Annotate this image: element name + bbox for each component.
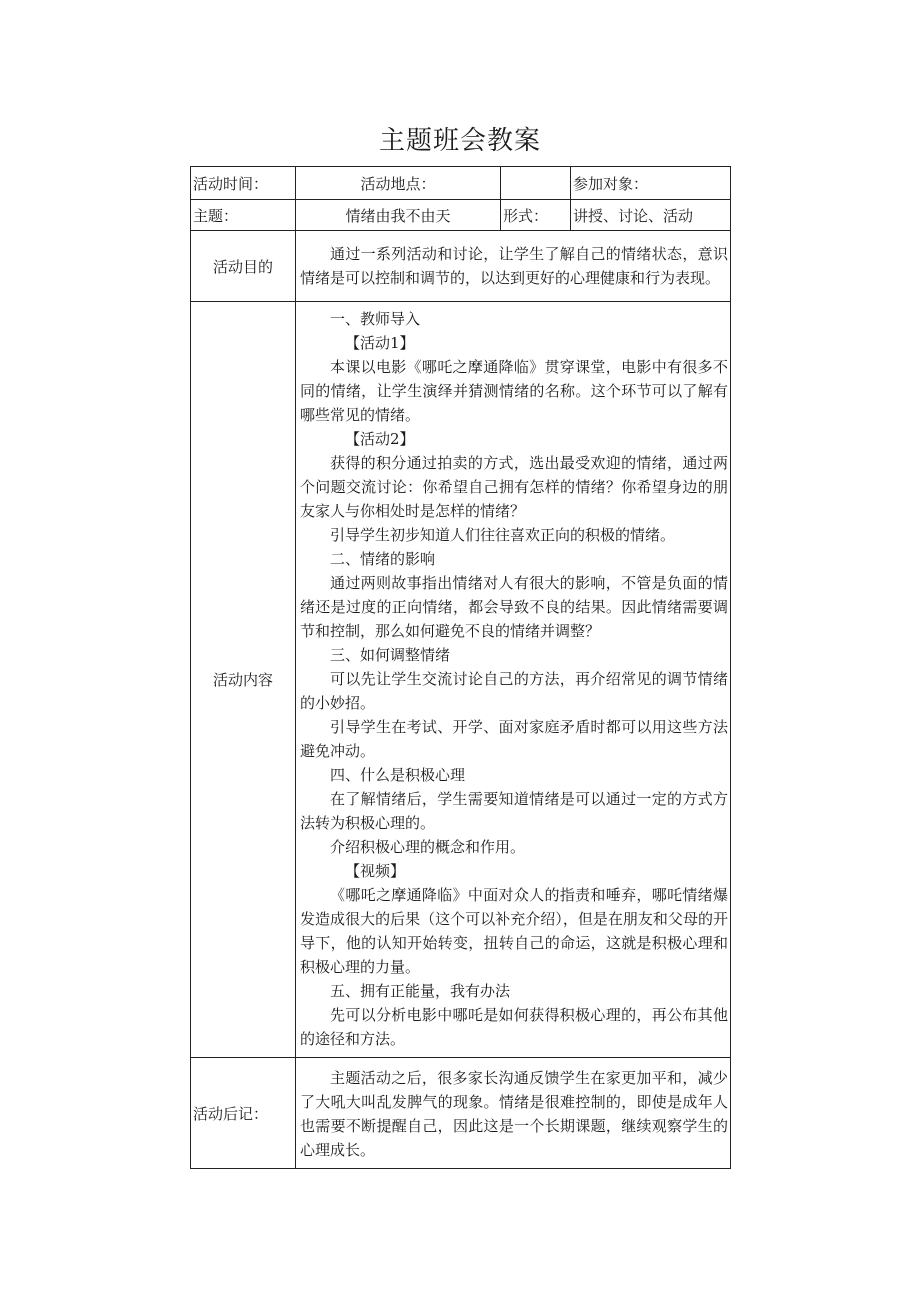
purpose-row (191, 231, 731, 302)
content-label: 活动内容 (212, 671, 273, 689)
content-paragraph: 【活动2】 (345, 430, 415, 448)
header-row (191, 167, 731, 200)
place-value-cell (501, 167, 571, 200)
content-paragraph: 【活动1】 (345, 334, 415, 352)
form-label: 形式： (503, 206, 549, 225)
topic-label: 主题： (193, 206, 239, 225)
target-label: 参加对象： (573, 174, 649, 193)
content-paragraph: 在了解情绪后，学生需要知道情绪是可以通过一定的方式方法转为积极心理的。 (300, 790, 728, 832)
form-label-cell (501, 200, 571, 231)
record-label: 活动后记： (193, 1104, 269, 1123)
target-label-cell (571, 167, 731, 200)
content-paragraph: 本课以电影《哪吒之摩通降临》贯穿课堂，电影中有很多不同的情绪，让学生演绎并猜测情绪的名称。这个环节可以了解有哪些常见的情绪。 (300, 358, 728, 424)
document-title: 主题班会教案 (378, 126, 541, 156)
content-row (191, 302, 731, 1058)
content-paragraph: 引导学生初步知道人们往往喜欢正向的积极的情绪。 (330, 526, 676, 544)
content-paragraph: 通过两则故事指出情绪对人有很大的影响，不管是负面的情绪还是过度的正向情绪，都会导致不良的结果。因此情绪需要调节和控制，那么如何避免不良的情绪并调整？ (300, 574, 728, 640)
content-paragraph: 引导学生在考试、开学、面对家庭矛盾时都可以用这些方法避免冲动。 (300, 718, 728, 760)
content-paragraph: 一、教师导入 (330, 310, 421, 328)
form-value: 讲授、讨论、活动 (573, 206, 694, 225)
time-label: 活动时间： (193, 174, 269, 193)
purpose-label: 活动目的 (212, 257, 273, 276)
content-paragraph: 介绍积极心理的概念和作用。 (330, 838, 526, 856)
content-paragraph: 先可以分析电影中哪吒是如何获得积极心理的，再公布其他的途径和方法。 (300, 1006, 728, 1048)
topic-value: 情绪由我不由天 (345, 206, 451, 225)
content-paragraph: 可以先让学生交流讨论自己的方法，再介绍常见的调节情绪的小妙招。 (300, 670, 728, 712)
record-label-cell (191, 1058, 296, 1169)
lesson-plan-table (190, 166, 731, 1169)
purpose-text-cell (296, 231, 731, 302)
content-label-cell (191, 302, 296, 1058)
record-text: 主题活动之后，很多家长沟通反馈学生在家更加平和，减少了大吼大叫乱发脾气的现象。情绪是很难控制的，即使是成年人也需要不断提醒自己，因此这是一个长期课题，继续观察学生的心理成长。 (300, 1069, 728, 1159)
content-paragraph: 五、拥有正能量，我有办法 (330, 982, 511, 1000)
record-text-cell (296, 1058, 731, 1169)
record-row (191, 1058, 731, 1169)
content-paragraph: 三、如何调整情绪 (330, 646, 451, 664)
content-paragraph: 《哪吒之摩通降临》中面对众人的指责和唾弃，哪吒情绪爆发造成很大的后果（这个可以补充介绍），但是在朋友和父母的开导下，他的认知开始转变，扭转自己的命运，这就是积极心理和积极心理的力量。 (300, 886, 728, 976)
place-label: 活动地点： (360, 174, 436, 193)
place-label-cell (296, 167, 501, 200)
time-label-cell (191, 167, 296, 200)
purpose-label-cell (191, 231, 296, 302)
content-text-cell (296, 302, 731, 1058)
topic-value-cell (296, 200, 501, 231)
content-paragraph: 获得的积分通过拍卖的方式，选出最受欢迎的情绪，通过两个问题交流讨论：你希望自己拥有怎样的情绪？你希望身边的朋友家人与你相处时是怎样的情绪？ (300, 454, 728, 520)
topic-label-cell (191, 200, 296, 231)
content-paragraph: 四、什么是积极心理 (330, 766, 466, 784)
form-value-cell (571, 200, 731, 231)
content-paragraph: 【视频】 (345, 862, 406, 880)
topic-row (191, 200, 731, 231)
content-paragraph: 二、情绪的影响 (330, 550, 436, 568)
purpose-text: 通过一系列活动和讨论，让学生了解自己的情绪状态，意识情绪是可以控制和调节的，以达到更好的心理健康和行为表现。 (300, 245, 728, 287)
